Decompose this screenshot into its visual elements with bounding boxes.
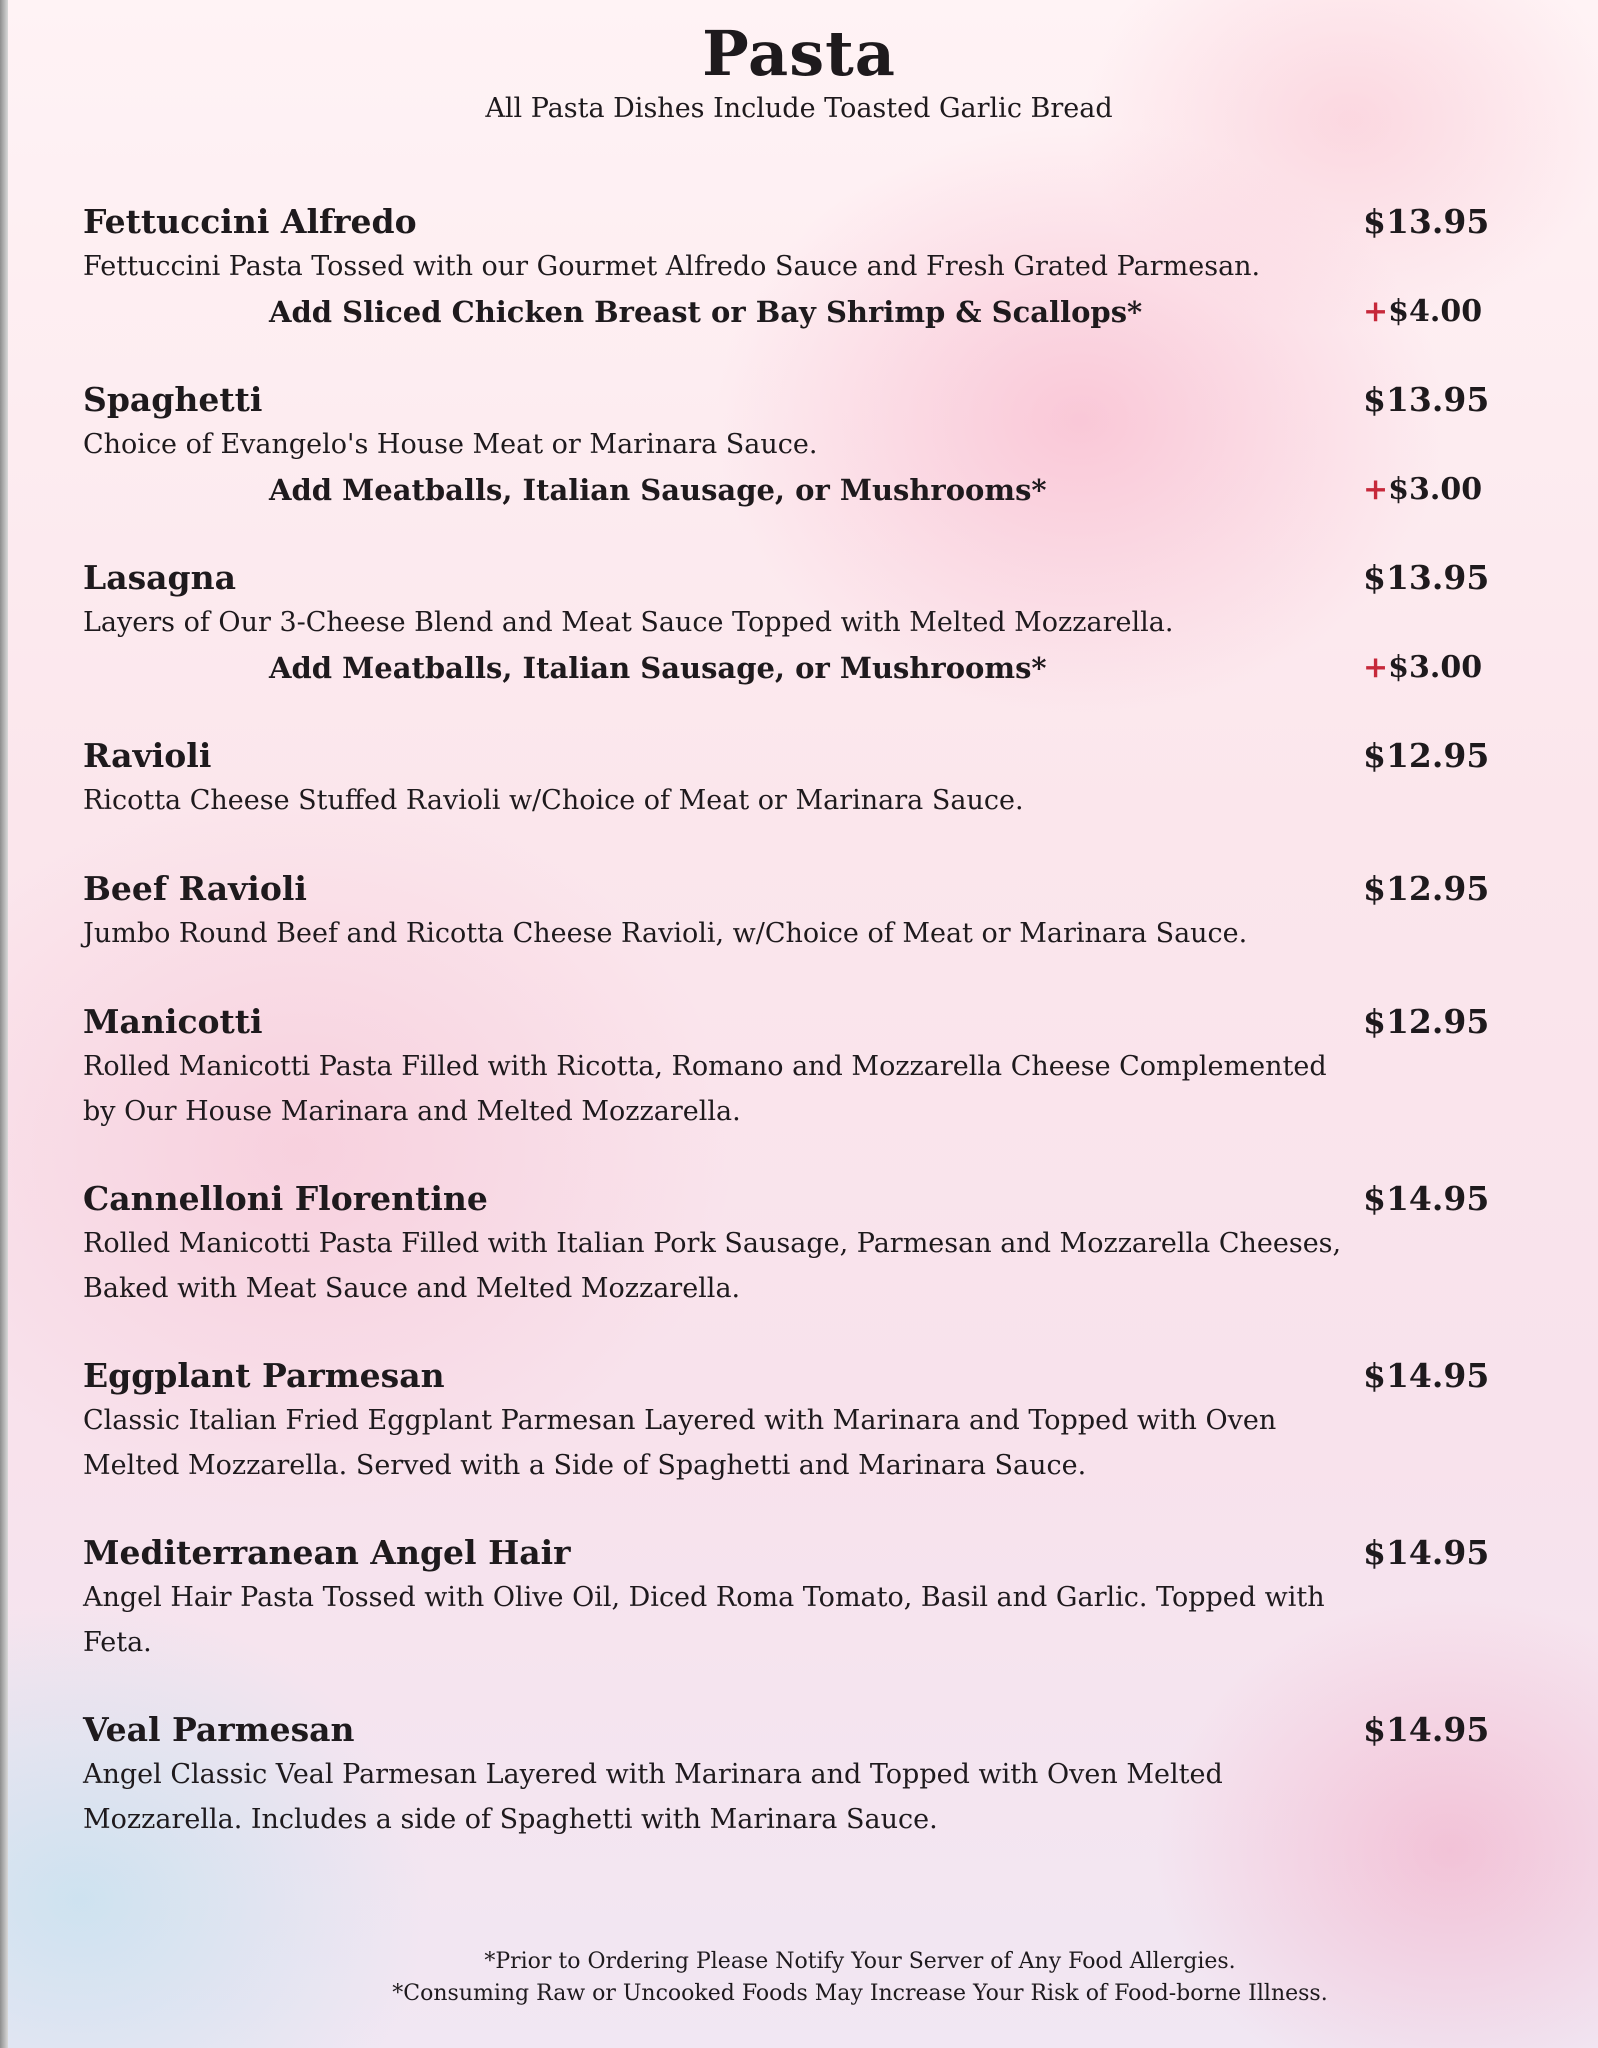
item-addon [269,467,1513,513]
item-price: $13.95 [1363,558,1490,597]
addon-text: Add Sliced Chicken Breast or Bay Shrimp & Scallops* [269,295,1143,329]
menu-item-mediterranean-angel-hair [83,1531,1513,1665]
item-name: Mediterranean Angel Hair [83,1533,571,1572]
addon-plus: + [1363,472,1389,507]
menu-item-beef-ravioli [83,867,1513,956]
item-price: $13.95 [1363,380,1490,419]
raw-food-notice-line: *Consuming Raw or Uncooked Foods May Increase Your Risk of Food-borne Illness. [392,1981,1328,2006]
menu-item-spaghetti [83,378,1513,513]
page-title: Pasta [702,17,896,90]
item-price: $12.95 [1363,869,1490,908]
addon-price [1363,645,1513,691]
item-description: Rolled Manicotti Pasta Filled with Ricotta, Romano and Mozzarella Cheese Complemented by Our House Marinara and Melted Mozzarella. [83,1051,1327,1127]
item-name: Beef Ravioli [83,869,307,908]
item-name: Veal Parmesan [83,1710,355,1749]
item-description: Classic Italian Fried Eggplant Parmesan Layered with Marinara and Topped with Oven Melted Mozzarella. Served with a Side of Spaghetti and Marinara Sauce. [83,1405,1277,1481]
allergy-notice-line: *Prior to Ordering Please Notify Your Server of Any Food Allergies. [484,1949,1236,1974]
allergy-notice [360,1946,1360,2010]
menu-item-cannelloni-florentine [83,1177,1513,1311]
menu-item-eggplant-parmesan [83,1354,1513,1488]
addon-text: Add Meatballs, Italian Sausage, or Mushrooms* [269,651,1047,685]
item-description: Fettuccini Pasta Tossed with our Gourmet Alfredo Sauce and Fresh Grated Parmesan. [83,251,1261,282]
scan-edge [0,0,8,2048]
item-price: $14.95 [1363,1710,1490,1749]
item-description: Ricotta Cheese Stuffed Ravioli w/Choice of Meat or Marinara Sauce. [83,785,1024,816]
item-description: Rolled Manicotti Pasta Filled with Italian Pork Sausage, Parmesan and Mozzarella Cheeses, Baked with Meat Sauce and Melted Mozzarella. [83,1228,1342,1304]
item-name: Lasagna [83,558,236,597]
item-price: $14.95 [1363,1533,1490,1572]
item-name: Manicotti [83,1002,263,1041]
menu-item-manicotti [83,1000,1513,1134]
item-name: Fettuccini Alfredo [83,202,417,241]
item-price: $12.95 [1363,1002,1490,1041]
addon-text: Add Meatballs, Italian Sausage, or Mushrooms* [269,473,1047,507]
item-description: Angel Hair Pasta Tossed with Olive Oil, Diced Roma Tomato, Basil and Garlic. Topped with Feta. [83,1582,1325,1658]
item-price: $12.95 [1363,736,1490,775]
menu-item-veal-parmesan [83,1708,1513,1842]
item-price: $14.95 [1363,1179,1490,1218]
page-subtitle: All Pasta Dishes Include Toasted Garlic Bread [485,93,1113,124]
menu-item-fettuccini-alfredo [83,200,1513,335]
addon-plus: + [1363,294,1389,329]
item-description: Choice of Evangelo's House Meat or Marinara Sauce. [83,429,818,460]
item-description: Jumbo Round Beef and Ricotta Cheese Ravioli, w/Choice of Meat or Marinara Sauce. [83,918,1248,949]
item-name: Cannelloni Florentine [83,1179,488,1218]
item-addon [269,289,1513,335]
item-price: $14.95 [1363,1356,1490,1395]
addon-price [1363,467,1513,513]
addon-amount: $3.00 [1388,472,1483,507]
menu-item-ravioli [83,734,1513,823]
addon-amount: $3.00 [1388,650,1483,685]
item-description: Angel Classic Veal Parmesan Layered with Marinara and Topped with Oven Melted Mozzarella. Includes a side of Spaghetti with Marinara Sauce. [83,1759,1223,1835]
addon-amount: $4.00 [1388,294,1483,329]
item-price: $13.95 [1363,202,1490,241]
item-description: Layers of Our 3-Cheese Blend and Meat Sauce Topped with Melted Mozzarella. [83,607,1174,638]
addon-plus: + [1363,650,1389,685]
item-addon [269,645,1513,691]
item-name: Spaghetti [83,380,263,419]
addon-price [1363,289,1513,335]
item-name: Ravioli [83,736,212,775]
menu-item-lasagna [83,556,1513,691]
item-name: Eggplant Parmesan [83,1356,445,1395]
